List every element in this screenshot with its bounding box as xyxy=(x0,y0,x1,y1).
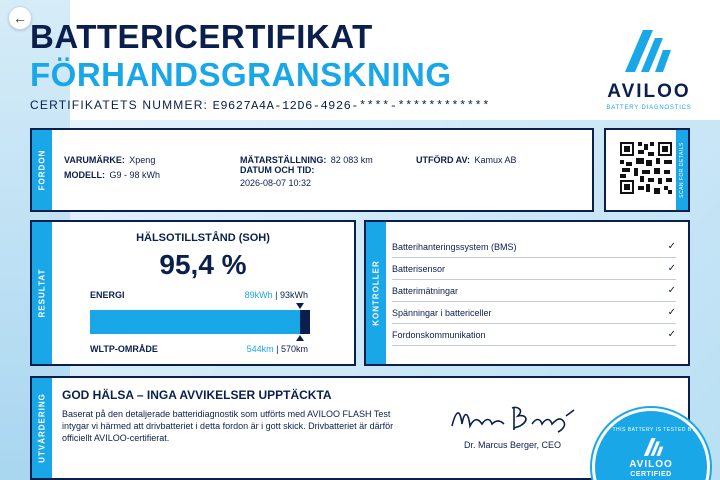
check-item xyxy=(392,236,676,258)
brand-field: VARUMÄRKE: Xpeng xyxy=(64,155,156,165)
energy-current: 89kWh xyxy=(244,290,273,300)
certificate-subtitle: FÖRHANDSGRANSKNING xyxy=(30,56,452,93)
model-field: MODELL: G9 - 98 kWh xyxy=(64,170,160,180)
check-item xyxy=(392,280,676,302)
result-tab: RESULTAT xyxy=(32,222,52,364)
bar-marker-bottom xyxy=(296,335,304,341)
check-item-label: Batterihanteringssystem (BMS) xyxy=(392,241,517,252)
checkmark-icon: ✓ xyxy=(667,263,676,274)
check-item-label: Spänningar i battericeller xyxy=(392,307,492,318)
seal-logo-icon xyxy=(643,437,665,457)
bar-marker-top xyxy=(296,303,304,309)
checkmark-icon: ✓ xyxy=(667,241,676,252)
check-item xyxy=(392,324,676,346)
range-label: WLTP-OMRÅDE xyxy=(90,344,158,354)
check-item-label: Batterimätningar xyxy=(392,285,459,296)
range-current: 544km xyxy=(246,344,274,354)
performed-by-field: UTFÖRD AV: Kamux AB xyxy=(416,155,517,165)
result-card xyxy=(30,220,356,366)
certificate-number xyxy=(30,98,490,113)
back-button[interactable] xyxy=(8,6,32,30)
certificate-title: BATTERICERTIFIKAT xyxy=(30,18,373,55)
checkmark-icon: ✓ xyxy=(667,307,676,318)
signature-name: Dr. Marcus Berger, CEO xyxy=(464,440,562,450)
controls-card xyxy=(364,220,690,366)
soh-bar xyxy=(90,310,310,334)
seal-brand: AVILOO xyxy=(629,459,673,470)
qr-code-icon xyxy=(618,140,674,196)
aviloo-logo-icon xyxy=(623,28,675,74)
aviloo-logo xyxy=(606,28,692,116)
check-item xyxy=(392,302,676,324)
qr-caption-tab: SCAN FOR DETAILS xyxy=(676,130,688,210)
range-nominal: | 570km xyxy=(276,344,308,354)
soh-value: 95,4 % xyxy=(159,249,247,280)
datetime-field: DATUM OCH TID: 2026-08-07 10:32 xyxy=(240,165,315,188)
evaluation-card xyxy=(30,376,690,480)
soh-title: HÄLSOTILLSTÅND (SOH) xyxy=(136,232,270,244)
certificate-number-value: E9627A4A-12D6-4926-****-************ xyxy=(212,99,490,113)
logo-brand: AVILOO xyxy=(607,81,691,102)
signature-image xyxy=(448,400,578,438)
energy-values xyxy=(245,290,308,300)
evaluation-tab: UTVÄRDERING xyxy=(32,378,52,478)
seal-label: CERTIFIED xyxy=(630,471,672,478)
evaluation-body: Baserat på den detaljerade batteridiagnostik som utförts med AVILOO FLASH Test intygar vi härmed att drivbatteriet i detta fordon är i gott skick. Drivbatteriet är därför officiellt AVILOO-certifierat. xyxy=(62,409,394,444)
energy-nominal: | 93kWh xyxy=(275,290,308,300)
evaluation-heading: GOD HÄLSA – INGA AVVIKELSER UPPTÄCKTA xyxy=(62,388,332,402)
vehicle-tab: FORDON xyxy=(32,130,52,210)
energy-label: ENERGI xyxy=(90,290,125,300)
controls-tab: KONTROLLER xyxy=(366,222,386,364)
arrow-left-icon: ← xyxy=(13,10,27,26)
check-item-label: Batterisensor xyxy=(392,263,446,274)
check-item-label: Fordonskommunikation xyxy=(392,329,486,340)
logo-subtitle: BATTERY DIAGNOSTICS xyxy=(606,105,692,111)
checkmark-icon: ✓ xyxy=(667,329,676,340)
check-item xyxy=(392,258,676,280)
certificate-number-label: CERTIFIKATETS NUMMER: xyxy=(30,98,209,112)
range-values xyxy=(247,344,308,354)
vehicle-card xyxy=(30,128,594,212)
qr-card[interactable] xyxy=(604,128,690,212)
checkmark-icon: ✓ xyxy=(667,285,676,296)
seal-ring-text: THIS BATTERY IS TESTED BY xyxy=(612,427,696,433)
soh-bar-fill xyxy=(90,310,300,334)
odometer-field: MÄTARSTÄLLNING: 82 083 km xyxy=(240,155,373,165)
